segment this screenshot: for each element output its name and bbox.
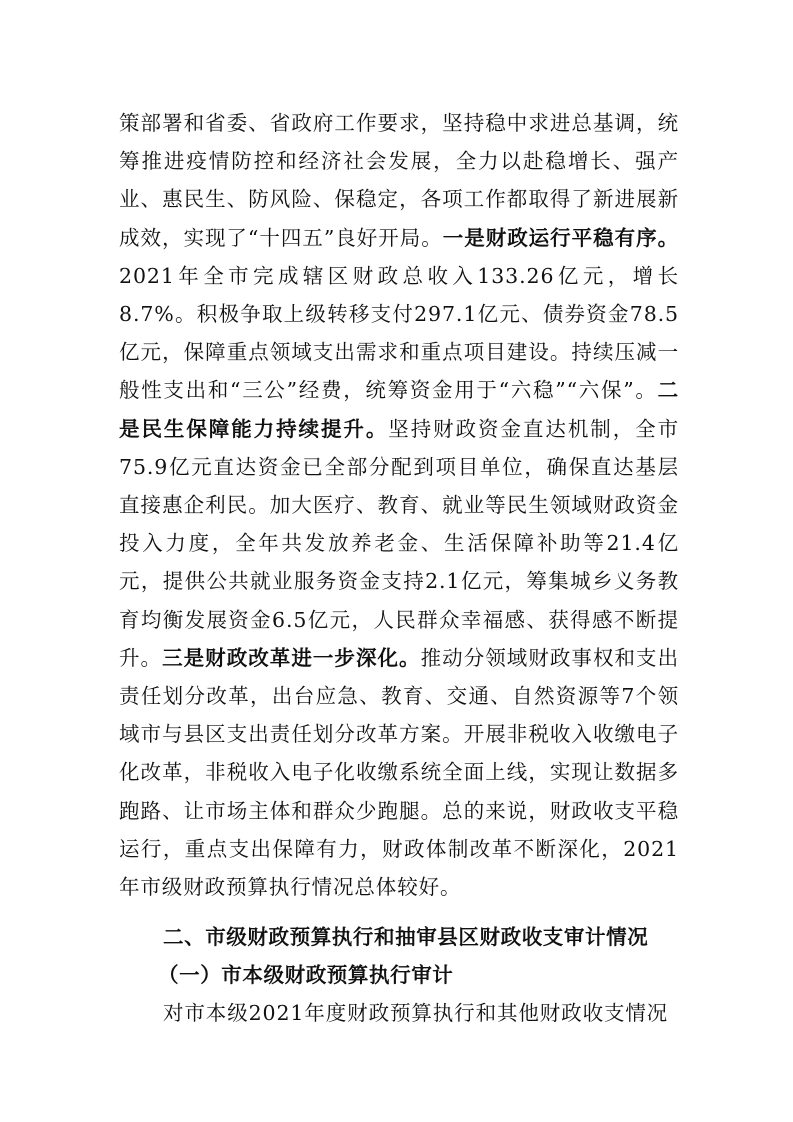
sentence-2: 2021年全市完成辖区财政总收入133.26亿元，增长8.7%。积极争取上级转移支付297.1亿元、债券资金78.5亿元，保障重点领域支出需求和重点项目建设。持续压减一般性支出和“三公”经费，统筹资金用于“六稳”“六保”。: [119, 263, 679, 403]
sentence-3: 坚持财政资金直达机制，全市75.9亿元直达资金已全部分配到项目单位，确保直达基层直接惠企利民。加大医疗、教育、就业等民生领域财政资金投入力度，全年共发放养老金、生活保障补助等21.4亿元，提供公共就业服务资金支持2.1亿元，筹集城乡义务教育均衡发展资金6.5亿元，人民群众幸福感、获得感不断提升。: [119, 416, 679, 670]
section-heading: 二、市级财政预算执行和抽审县区财政收支审计情况: [163, 925, 649, 949]
sentence-4: 推动分领域财政事权和支出责任划分改革，出台应急、教育、交通、自然资源等7个领域市与县区支出责任划分改革方案。开展非税收入收缴电子化改革，非税收入电子化收缴系统全面上线，实现让数据多跑路、让市场主体和群众少跑腿。总的来说，财政收支平稳运行，重点支出保障有力，财政体制改革不断深化，2021年市级财政预算执行情况总体较好。: [119, 645, 679, 900]
paragraph-text: [119, 104, 679, 906]
bold-point-1: 一是财政运行平稳有序。: [442, 225, 679, 250]
bold-point-3: 三是财政改革进一步深化。: [162, 645, 421, 670]
sentence-1: 策部署和省委、省政府工作要求，坚持稳中求进总基调，统筹推进疫情防控和经济社会发展，全力以赴稳增长、强产业、惠民生、防风险、保稳定，各项工作都取得了新进展新成效，实现了“十四五”良好开局。: [119, 111, 679, 250]
bold-point-2: 二是民生保障能力持续提升。: [119, 378, 679, 441]
subsection-heading: （一）市本级财政预算执行审计: [158, 963, 454, 987]
body-paragraph: [119, 104, 679, 906]
next-paragraph-start: 对市本级2021年度财政预算执行和其他财政收支情况: [163, 1001, 669, 1025]
